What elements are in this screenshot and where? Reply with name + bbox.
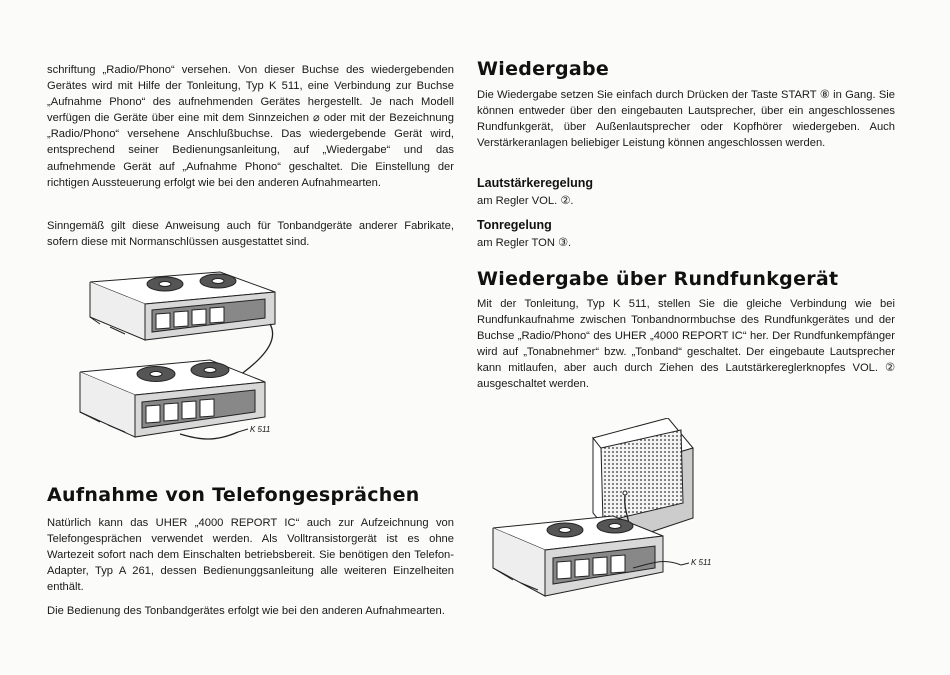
cable-label-k511-left: K 511 — [250, 425, 271, 434]
cable-label-k511-right: K 511 — [691, 558, 712, 567]
tonregelung-text: am Regler TON ③. — [477, 237, 572, 249]
radio-and-tape-recorder-illustration — [483, 418, 723, 618]
heading-rundfunk: Wiedergabe über Rundfunkgerät — [477, 268, 839, 290]
lautstaerke-text: am Regler VOL. ②. — [477, 195, 574, 207]
two-tape-recorders-illustration — [70, 262, 295, 472]
left-paragraph-4: Die Bedienung des Tonbandgerätes erfolgt wie bei den anderen Aufnahmearten. — [47, 605, 445, 617]
heading-wiedergabe: Wiedergabe — [477, 58, 610, 80]
subheading-lautstaerke: Lautstärkeregelung — [477, 176, 594, 190]
left-paragraph-2: Sinngemäß gilt diese Anweisung auch für Tonbandgeräte anderer Fabrikate, sofern diese mit Normanschlüssen ausgestattet sind. — [47, 220, 454, 249]
right-paragraph-1: Die Wiedergabe setzen Sie einfach durch Drücken der Taste START ⑧ in Gang. Sie können entweder über den eingebauten Lautsprecher, über ein angeschlossenes Rundfunkgerät, über Außenlautsprecher oder Kopfhörer wiedergeben. Auch Verstärkeranlagen beliebiger Leistung können angeschlossen werden. — [477, 89, 895, 150]
heading-telefon: Aufnahme von Telefongesprächen — [47, 484, 420, 506]
right-paragraph-2: Mit der Tonleitung, Typ K 511, stellen Sie die gleiche Verbindung wie bei Rundfunkaufnahme zwischen Tonbandnormbuchse des Rundfunkgerätes und der Buchse „Radio/Phono“ des UHER „4000 REPORT IC“ her. Der Rundfunkempfänger wird auf „Tonabnehmer“ bzw. „Tonband“ geschaltet. Der eingebaute Lautsprecher kann mitlaufen, aber auch durch Ziehen des Lautstärkereglerknopfes VOL. ② ausgeschaltet werden. — [477, 298, 895, 391]
subheading-tonregelung: Tonregelung — [477, 218, 552, 232]
left-paragraph-1: schriftung „Radio/Phono“ versehen. Von dieser Buchse des wiedergebenden Gerätes wird mit Hilfe der Tonleitung, Typ K 511, eine Verbindung zur Buchse „Aufnahme Phono“ des aufnehmenden Gerätes hergestellt. Je nach Modell verfügen die Geräte über eine mit dem Sinnzeichen ⌀ oder mit der Bezeichnung „Radio/Phono“ versehene Anschlußbuchse. Das wiedergebende Gerät wird, entsprechend seiner Bedienungsanleitung, auf „Wiedergabe“ und das aufnehmende Gerät auf „Aufnahme Phono“ geschaltet. Die Einstellung der richtigen Aussteuerung erfolgt wie bei den anderen Aufnahmearten. — [47, 64, 454, 189]
left-paragraph-3: Natürlich kann das UHER „4000 REPORT IC“ auch zur Aufzeichnung von Telefongesprächen verwendet werden. Als Volltransistorgerät ist es ohne Wartezeit sofort nach dem Einschalten betriebsbereit. Sie benötigen den Telefon-Adapter, Typ A 261, dessen Bedienunggsanleitung alle weiteren Einzelheiten enthält. — [47, 517, 454, 594]
